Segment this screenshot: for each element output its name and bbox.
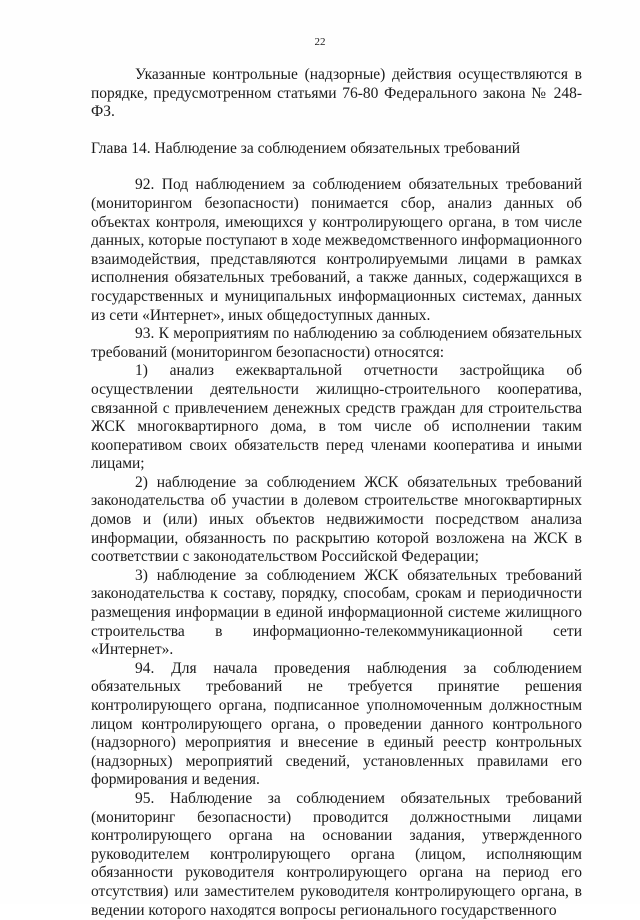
list-item-1: 1) анализ ежеквартальной отчетности застройщика об осуществлении деятельности жилищно-строительного кооператива, связанной с привлечением денежных средств граждан для строительства ЖСК многоквартирного дома, в том числе об исполнении таким кооперативом своих обязательств перед членами кооператива и иными лицами; xyxy=(91,362,582,473)
paragraph-93: 93. К мероприятиям по наблюдению за соблюдением обязательных требований (мониторингом безопасности) относятся: xyxy=(91,325,582,361)
list-item-2: 2) наблюдение за соблюдением ЖСК обязательных требований законодательства об участии в долевом строительстве многоквартирных домов и (или) иных объектов недвижимости посредством анализа информации, обязанность по раскрытию которой возложена на ЖСК в соответствии с законодательством Российской Федерации; xyxy=(91,473,582,566)
paragraph-94: 94. Для начала проведения наблюдения за соблюдением обязательных требований не требуется принятие решения контролирующего органа, подписанное уполномоченным должностным лицом контролирующего органа, о проведении данного контрольного (надзорного) мероприятия и внесение в единый реестр контрольных (надзорных) мероприятий сведений, установленных правилами его формирования и ведения. xyxy=(91,659,582,789)
intro-paragraph: Указанные контрольные (надзорные) действия осуществляются в порядке, предусмотренном статьями 76-80 Федерального закона № 248-ФЗ. xyxy=(91,66,582,121)
paragraph-95: 95. Наблюдение за соблюдением обязательных требований (мониторинг безопасности) проводится должностными лицами контролирующего органа на основании задания, утвержденного руководителем контролирующего органа (лицом, исполняющим обязанности руководителя контролирующего органа на период его отсутствия) или заместителем руководителя контролирующего органа, в ведении которого находятся вопросы регионального государственного xyxy=(91,789,582,919)
list-item-3: 3) наблюдение за соблюдением ЖСК обязательных требований законодательства к составу, порядку, способам, срокам и периодичности размещения информации в единой информационной системе жилищного строительства в информационно-телекоммуникационной сети «Интернет». xyxy=(91,566,582,659)
page-number: 22 xyxy=(314,36,326,48)
chapter-heading: Глава 14. Наблюдение за соблюдением обязательных требований xyxy=(91,139,521,157)
paragraph-92: 92. Под наблюдением за соблюдением обязательных требований (мониторингом безопасности) понимается сбор, анализ данных об объектах контроля, имеющихся у контролирующего органа, в том числе данных, которые поступают в ходе межведомственного информационного взаимодействия, представляются контролируемыми лицами в рамках исполнения обязательных требований, а также данных, содержащихся в государственных и муниципальных информационных системах, данных из сети «Интернет», иных общедоступных данных. xyxy=(91,176,582,324)
page-body xyxy=(91,66,582,920)
